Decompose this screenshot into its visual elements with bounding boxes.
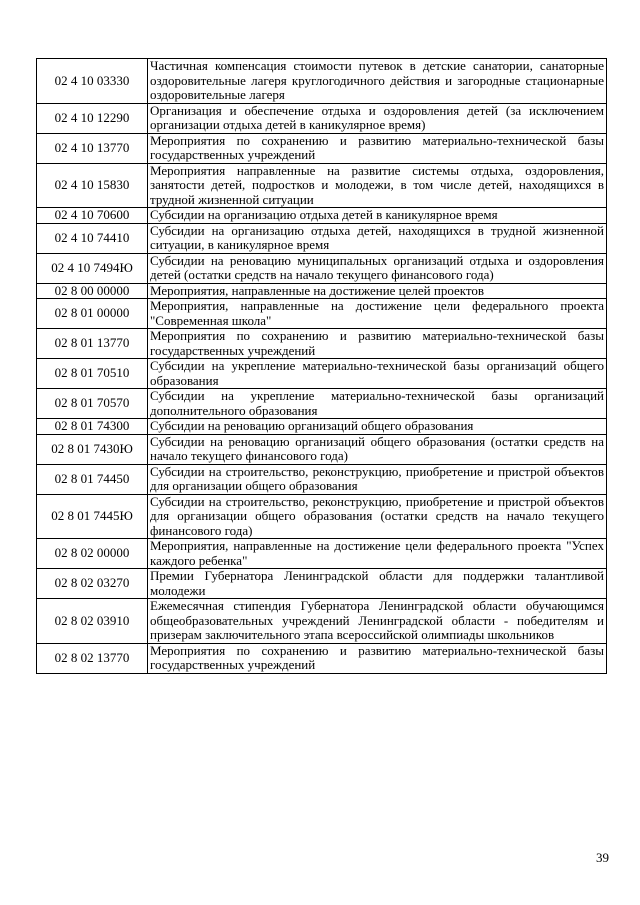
row-description: Ежемесячная стипендия Губернатора Ленинградской области обучающимся общеобразовательных учреждений Ленинградской области - победителям и призерам заключительного этапа всероссийской олимпиады школьников [148, 599, 607, 644]
row-code: 02 4 10 12290 [37, 103, 148, 133]
row-description: Субсидии на строительство, реконструкцию, приобретение и пристрой объектов для организации общего образования [148, 464, 607, 494]
table-row [37, 539, 607, 569]
table-row [37, 464, 607, 494]
table-row [37, 208, 607, 224]
row-code: 02 8 01 7445Ю [37, 494, 148, 539]
row-description: Мероприятия, направленные на достижение целей проектов [148, 283, 607, 299]
row-code: 02 8 02 00000 [37, 539, 148, 569]
table-row [37, 359, 607, 389]
row-description: Субсидии на организацию отдыха детей, находящихся в трудной жизненной ситуации, в каникулярное время [148, 223, 607, 253]
row-description: Мероприятия по сохранению и развитию материально-технической базы государственных учреждений [148, 643, 607, 673]
row-description: Мероприятия направленные на развитие системы отдыха, оздоровления, занятости детей, подростков и молодежи, в том числе детей, находящихся в трудной жизненной ситуации [148, 163, 607, 208]
row-code: 02 8 00 00000 [37, 283, 148, 299]
row-description: Мероприятия, направленные на достижение цели федерального проекта "Современная школа" [148, 299, 607, 329]
row-description: Мероприятия по сохранению и развитию материально-технической базы государственных учреждений [148, 329, 607, 359]
table-row [37, 419, 607, 435]
page-number: 39 [596, 850, 609, 865]
row-description: Премии Губернатора Ленинградской области для поддержки талантливой молодежи [148, 569, 607, 599]
row-code: 02 8 02 03910 [37, 599, 148, 644]
row-description: Субсидии на строительство, реконструкцию, приобретение и пристрой объектов для организации общего образования (остатки средств на начало текущего финансового года) [148, 494, 607, 539]
row-code: 02 4 10 13770 [37, 133, 148, 163]
row-code: 02 8 02 13770 [37, 643, 148, 673]
table-row [37, 329, 607, 359]
row-code: 02 4 10 70600 [37, 208, 148, 224]
row-code: 02 8 01 70570 [37, 389, 148, 419]
row-code: 02 4 10 7494Ю [37, 253, 148, 283]
table-row [37, 643, 607, 673]
row-code: 02 8 02 03270 [37, 569, 148, 599]
table-row [37, 299, 607, 329]
table-row [37, 133, 607, 163]
table-row [37, 599, 607, 644]
row-code: 02 8 01 00000 [37, 299, 148, 329]
table-row [37, 283, 607, 299]
row-description: Частичная компенсация стоимости путевок в детские санатории, санаторные оздоровительные лагеря круглогодичного действия и загородные стационарные оздоровительные лагеря [148, 59, 607, 104]
row-code: 02 8 01 13770 [37, 329, 148, 359]
row-code: 02 8 01 7430Ю [37, 434, 148, 464]
budget-codes-table [36, 58, 607, 674]
row-description: Мероприятия по сохранению и развитию материально-технической базы государственных учреждений [148, 133, 607, 163]
table-row [37, 253, 607, 283]
table-row [37, 569, 607, 599]
row-description: Организация и обеспечение отдыха и оздоровления детей (за исключением организации отдыха детей в каникулярное время) [148, 103, 607, 133]
row-code: 02 8 01 74300 [37, 419, 148, 435]
row-description: Субсидии на укрепление материально-технической базы организаций дополнительного образования [148, 389, 607, 419]
table-row [37, 103, 607, 133]
table-row [37, 494, 607, 539]
row-description: Мероприятия, направленные на достижение цели федерального проекта "Успех каждого ребенка" [148, 539, 607, 569]
row-description: Субсидии на организацию отдыха детей в каникулярное время [148, 208, 607, 224]
row-description: Субсидии на реновацию организаций общего образования [148, 419, 607, 435]
row-code: 02 4 10 03330 [37, 59, 148, 104]
table-row [37, 163, 607, 208]
table-row [37, 389, 607, 419]
table-row [37, 223, 607, 253]
table-row [37, 59, 607, 104]
table-row [37, 434, 607, 464]
row-code: 02 4 10 74410 [37, 223, 148, 253]
row-description: Субсидии на укрепление материально-технической базы организаций общего образования [148, 359, 607, 389]
row-code: 02 4 10 15830 [37, 163, 148, 208]
row-code: 02 8 01 70510 [37, 359, 148, 389]
row-description: Субсидии на реновацию организаций общего образования (остатки средств на начало текущего финансового года) [148, 434, 607, 464]
row-code: 02 8 01 74450 [37, 464, 148, 494]
row-description: Субсидии на реновацию муниципальных организаций отдыха и оздоровления детей (остатки средств на начало текущего финансового года) [148, 253, 607, 283]
